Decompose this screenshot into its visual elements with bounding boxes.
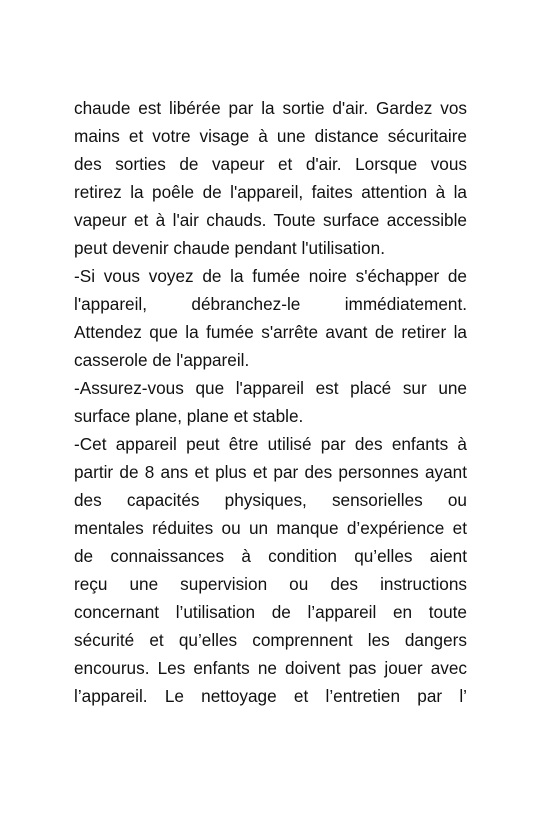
text-line: casserole de l'appareil. xyxy=(74,350,250,370)
text-line: l'appareil, débranchez-le immédiatement. xyxy=(74,294,467,314)
text-line: -Cet appareil peut être utilisé par des enfants à xyxy=(74,434,467,454)
text-line: mains et votre visage à une distance sécuritaire xyxy=(74,126,467,146)
text-line: mentales réduites ou un manque d’expérience et xyxy=(74,518,467,538)
text-line: concernant l’utilisation de l’appareil en toute xyxy=(74,602,467,622)
text-line: -Si vous voyez de la fumée noire s'échapper de xyxy=(74,266,467,286)
text-line: reçu une supervision ou des instructions xyxy=(74,574,467,594)
text-line: Attendez que la fumée s'arrête avant de retirer la xyxy=(74,322,467,342)
text-line: retirez la poêle de l'appareil, faites attention à la xyxy=(74,182,467,202)
text-line: vapeur et à l'air chauds. Toute surface accessible xyxy=(74,210,467,230)
text-line: chaude est libérée par la sortie d'air. Gardez vos xyxy=(74,98,467,118)
text-line: l’appareil. Le nettoyage et l’entretien par l’ xyxy=(74,686,467,706)
text-line: de connaissances à condition qu’elles aient xyxy=(74,546,467,566)
text-line: des capacités physiques, sensorielles ou xyxy=(74,490,467,510)
text-line: sécurité et qu’elles comprennent les dangers xyxy=(74,630,467,650)
text-line: des sorties de vapeur et d'air. Lorsque vous xyxy=(74,154,467,174)
text-line: surface plane, plane et stable. xyxy=(74,406,304,426)
text-line: encourus. Les enfants ne doivent pas jouer avec xyxy=(74,658,467,678)
text-line: -Assurez-vous que l'appareil est placé sur une xyxy=(74,378,467,398)
text-line: peut devenir chaude pendant l'utilisation. xyxy=(74,238,385,258)
text-line: partir de 8 ans et plus et par des personnes ayant xyxy=(74,462,467,482)
body-text-block xyxy=(74,94,467,710)
